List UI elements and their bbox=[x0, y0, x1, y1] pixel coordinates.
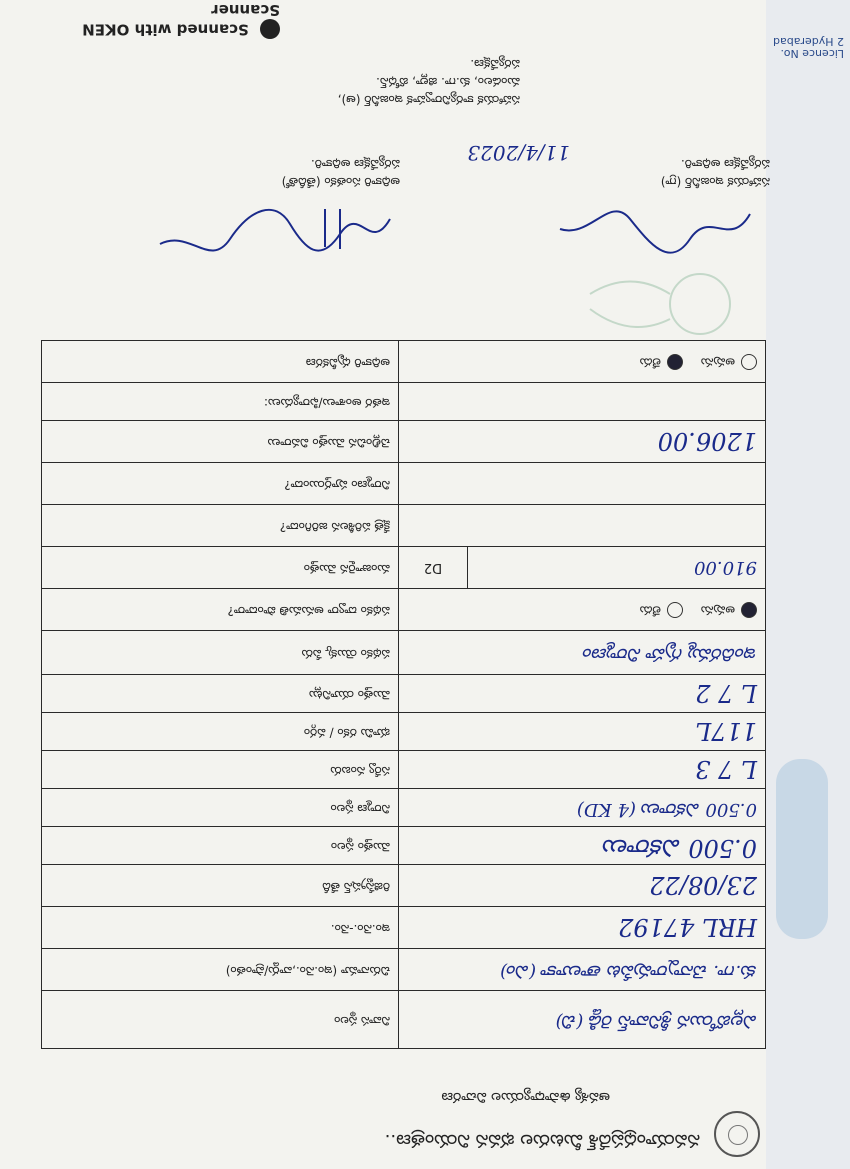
signature-icon bbox=[140, 199, 400, 259]
form-row-reg bbox=[42, 907, 766, 949]
radio-circle-icon[interactable] bbox=[667, 602, 683, 618]
form-row-area1 bbox=[42, 827, 766, 865]
form-radio-approval[interactable] bbox=[399, 589, 766, 631]
radio-option-label: లేదు bbox=[639, 603, 661, 618]
radio-option-label: అవును bbox=[700, 355, 735, 370]
signature-left-line1: అధికారి సంతకం (తేదీతో) bbox=[281, 175, 400, 189]
document-title: నవయాంధ్రప్రదేశ్ మీటరుల భవన నియంత్రణ.. bbox=[384, 1130, 700, 1151]
footer-line3: పర్యవేక్షణ. bbox=[470, 57, 520, 71]
form-label-complete: నిర్మాణం పూర్తయిందా? bbox=[42, 463, 399, 505]
form-value-total: 1206.00 bbox=[399, 421, 766, 463]
form-row-name bbox=[42, 991, 766, 1049]
form-label-final: అధికారి ధృవీకరణ bbox=[42, 341, 399, 383]
form-value-scheme: ఇందిరమ్మ గృహ నిర్మాణం bbox=[399, 631, 766, 675]
form-code-amount: D2 bbox=[399, 547, 468, 589]
form-value-reg: HRL 47192 bbox=[399, 907, 766, 949]
form-row-address bbox=[42, 949, 766, 991]
form-row-approval bbox=[42, 589, 766, 631]
radio-circle-icon[interactable] bbox=[741, 354, 757, 370]
footer-line2: మండలం, కు.గా. జిల్లా, బోధన్. bbox=[376, 75, 520, 89]
form-value-name: ఎల్లబోయిన శ్రీనివాస్ రెడ్డి (చి) bbox=[399, 991, 766, 1049]
signature-left-line2: పర్యవేక్షణ అధికారి. bbox=[310, 157, 400, 171]
radio-circle-icon[interactable] bbox=[741, 602, 757, 618]
form-label-address: చిరునామా (ఇం.నెం.,వార్డు/ప్రాంతం) bbox=[42, 949, 399, 991]
form-label-reg: ఇం.నెం.-నెం. bbox=[42, 907, 399, 949]
form-label-amount: మంజూరైన మొత్తం bbox=[42, 547, 399, 589]
radio-option-opt2[interactable] bbox=[640, 601, 683, 619]
form-value-complete bbox=[399, 463, 766, 505]
radio-option-opt1[interactable] bbox=[701, 353, 757, 371]
adjacent-page-strip bbox=[764, 0, 850, 1169]
radio-option-label: అవును bbox=[700, 603, 735, 618]
form-label-date: రిజిస్ట్రేషన్ తేదీ bbox=[42, 865, 399, 907]
form-value-area2: 0.500 ఎకరాలు (4 KD) bbox=[399, 789, 766, 827]
form-label-total: చెల్లించిన మొత్తం వివరాలు bbox=[42, 421, 399, 463]
blue-stamp-icon bbox=[776, 759, 828, 939]
form-row-total bbox=[42, 421, 766, 463]
scanner-text: Scanned with OKEN Scanner bbox=[82, 1, 280, 39]
form-row-verify bbox=[42, 505, 766, 547]
form-label-approval: పథకం ద్వారా అనుమతి పొందారా? bbox=[42, 589, 399, 631]
form-row-date bbox=[42, 865, 766, 907]
radio-option-label: లేదు bbox=[639, 355, 661, 370]
scanner-watermark bbox=[20, 1, 280, 39]
form-label-verify: క్షేత్ర పరిశీలన జరిగిందా? bbox=[42, 505, 399, 547]
document-subtitle: ఆవశ్య ఉపాధ్యాయుల విచారణ bbox=[441, 1089, 610, 1105]
form-value-date: 23/08/22 bbox=[399, 865, 766, 907]
footer-block bbox=[140, 55, 520, 109]
seal-logo-icon bbox=[714, 1111, 760, 1157]
signature-icon bbox=[470, 199, 770, 259]
signature-block-left bbox=[140, 119, 400, 259]
form-row-extra bbox=[42, 675, 766, 713]
form-value-remarks bbox=[399, 383, 766, 421]
form-row-area2 bbox=[42, 789, 766, 827]
footer-line1: సహాయక కార్యనిర్వాహక ఇంజనీర్ (ఆ), bbox=[337, 93, 520, 107]
form-value-extra: L 7 2 bbox=[399, 675, 766, 713]
form-label-remarks: ఇతర అంశాలు/ఫిర్యాదులు: bbox=[42, 383, 399, 421]
form-value-address: కు.గా. చెన్నారావుపేట తాలూకా (ఎం) bbox=[399, 949, 766, 991]
form-table bbox=[41, 340, 766, 1049]
form-label-extra: మొత్తం యూనిట్లు bbox=[42, 675, 399, 713]
form-row-complete bbox=[42, 463, 766, 505]
form-value-survey: L 7 3 bbox=[399, 751, 766, 789]
signature-date: 11/4/2023 bbox=[467, 141, 570, 165]
form-row-remarks bbox=[42, 383, 766, 421]
form-label-area2: నిర్మాణ స్థలం bbox=[42, 789, 399, 827]
radio-option-opt1[interactable] bbox=[701, 601, 757, 619]
form-label-area1: మొత్తం స్థలం bbox=[42, 827, 399, 865]
form-label-survey: సర్వే నంబరు bbox=[42, 751, 399, 789]
signature-right-line1: సహాయక ఇంజనీర్ (గ్రా) bbox=[660, 175, 770, 189]
form-value-category: 117L bbox=[399, 713, 766, 751]
form-row-amount bbox=[42, 547, 766, 589]
radio-option-opt2[interactable] bbox=[640, 353, 683, 371]
form-row-scheme bbox=[42, 631, 766, 675]
form-label-name: నివాస స్థలం bbox=[42, 991, 399, 1049]
signature-right-line2: పర్యవేక్షణ అధికారి. bbox=[680, 157, 770, 171]
form-row-survey bbox=[42, 751, 766, 789]
radio-circle-icon[interactable] bbox=[667, 354, 683, 370]
green-stamp-icon bbox=[580, 259, 740, 349]
form-label-scheme: పథకం యొక్క పేరు bbox=[42, 631, 399, 675]
form-value-verify bbox=[399, 505, 766, 547]
form-row-category bbox=[42, 713, 766, 751]
form-value-area1: 0.500 ఎకరాలు bbox=[399, 827, 766, 865]
form-label-category: భూమి రకం / వర్గం bbox=[42, 713, 399, 751]
signature-block-right bbox=[467, 119, 770, 259]
oken-scanner-icon bbox=[260, 19, 280, 39]
side-strip-label: Licence No. 2 Hyderabad bbox=[773, 34, 844, 60]
form-value-amount: 910.00 bbox=[468, 547, 766, 589]
